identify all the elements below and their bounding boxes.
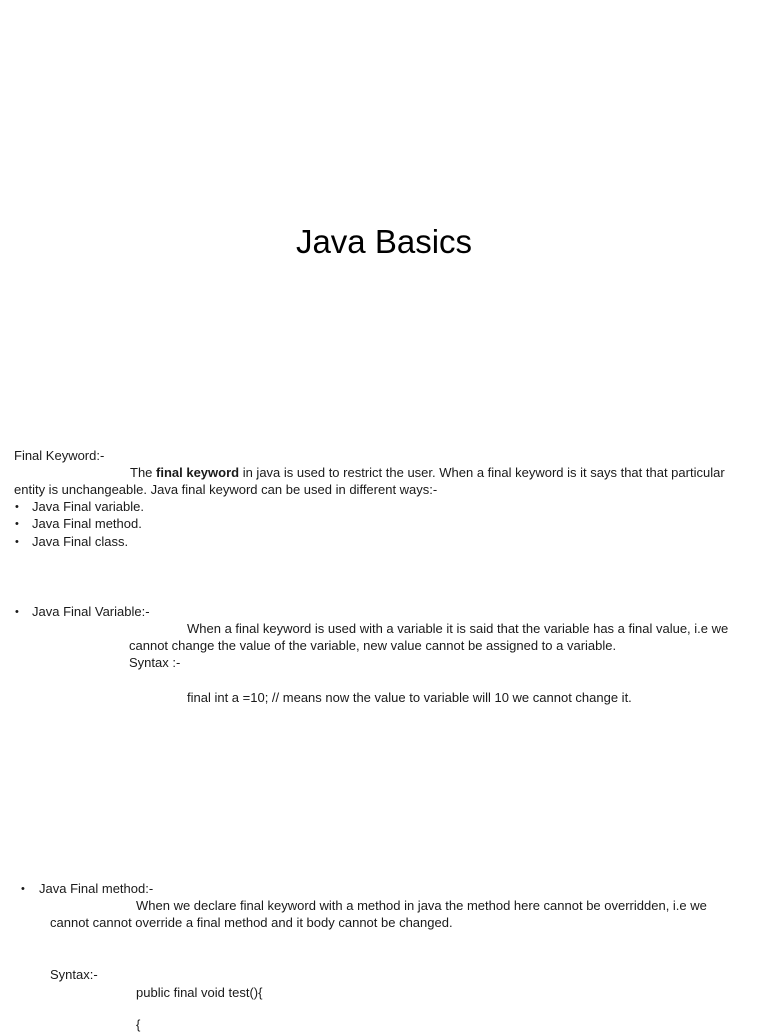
final-method-desc-line2: cannot cannot override a final method and it body cannot be changed. (50, 915, 453, 930)
intro-pre: The (130, 465, 157, 480)
bullet-icon: • (15, 518, 19, 530)
final-variable-syntax-code: final int a =10; // means now the value to variable will 10 we cannot change it. (187, 690, 632, 705)
final-keyword-intro-line2: entity is unchangeable. Java final keyword can be used in different ways:- (14, 482, 438, 497)
final-method-heading: Java Final method:- (39, 881, 154, 896)
intro-post: in java is used to restrict the user. When a final keyword is it says that that particular (239, 465, 725, 480)
final-variable-desc-line2: cannot change the value of the variable, new value cannot be assigned to a variable. (129, 638, 617, 653)
list-item: Java Final method. (32, 516, 142, 531)
final-variable-desc-line1: When a final keyword is used with a variable it is said that the variable has a final value, i.e we (187, 621, 729, 636)
final-method-syntax-label: Syntax:- (50, 967, 98, 982)
bullet-icon: • (15, 606, 19, 618)
bullet-icon: • (21, 883, 25, 895)
page-title: Java Basics (295, 223, 473, 260)
final-keyword-heading: Final Keyword:- (14, 448, 105, 463)
final-method-syntax-code: public final void test(){ (136, 985, 263, 1000)
intro-bold: final keyword (156, 465, 240, 480)
final-variable-syntax-label: Syntax :- (129, 655, 181, 670)
list-item: Java Final class. (32, 534, 129, 549)
bullet-icon: • (15, 501, 19, 513)
final-keyword-intro (130, 464, 725, 481)
list-item: Java Final variable. (32, 499, 144, 514)
final-method-syntax-code-next: { (136, 1017, 141, 1032)
final-method-desc-line1: When we declare final keyword with a method in java the method here cannot be overridden, i.e we (136, 898, 707, 913)
bullet-icon: • (15, 536, 19, 548)
final-variable-heading: Java Final Variable:- (32, 604, 150, 619)
